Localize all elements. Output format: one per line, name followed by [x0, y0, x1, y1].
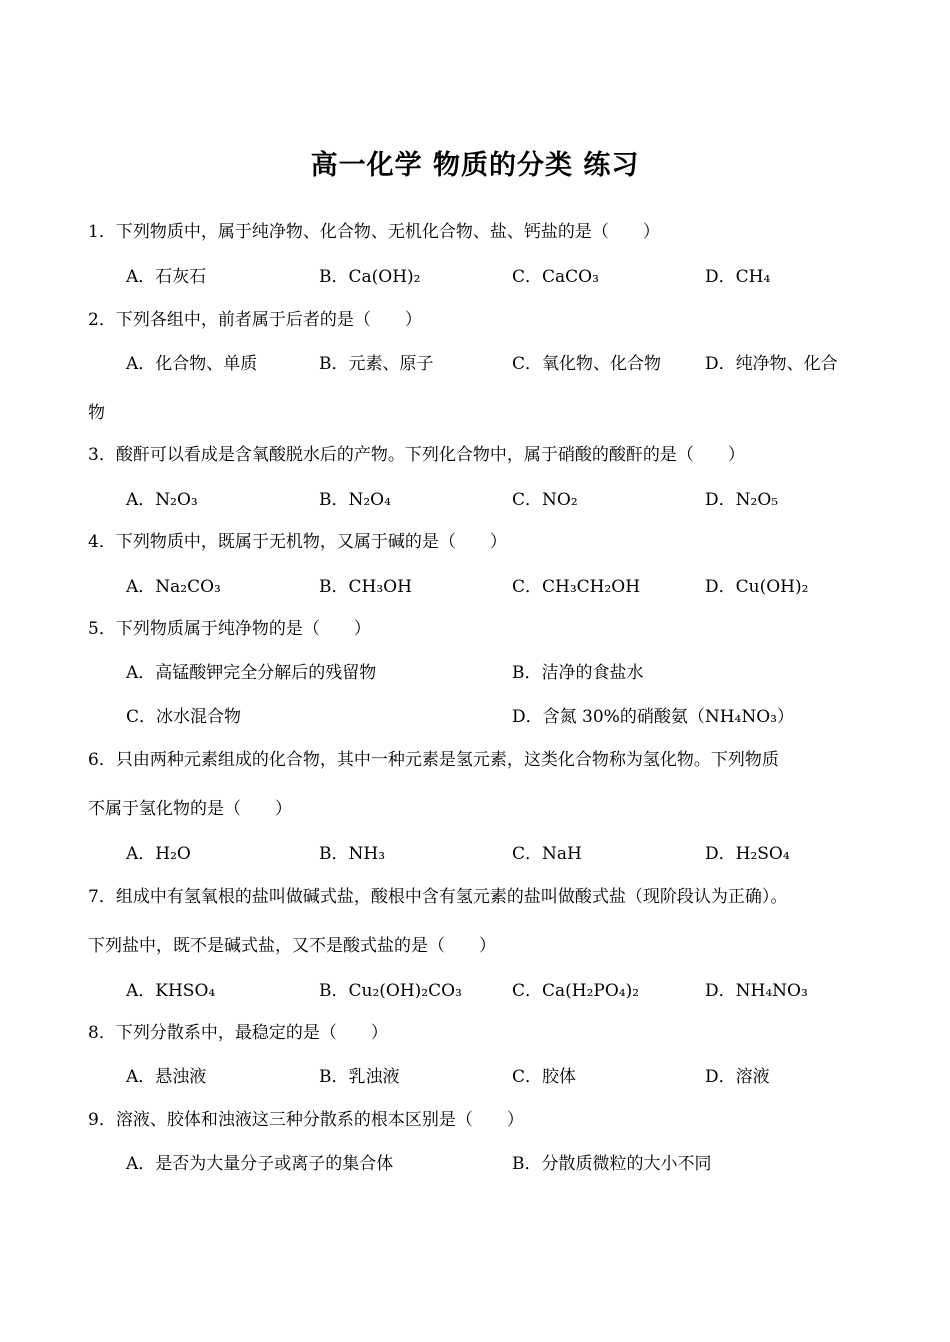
page-title: 高一化学 物质的分类 练习 [310, 150, 640, 181]
q6-option-c: C．NaH [512, 844, 582, 864]
q4-option-a: A．Na₂CO₃ [126, 577, 221, 597]
q4-option-b: B．CH₃OH [319, 577, 412, 597]
question-7-stem: 7．组成中有氢氧根的盐叫做碱式盐，酸根中含有氢元素的盐叫做酸式盐（现阶段认为正确）。 [88, 887, 788, 907]
q8-option-d: D．溶液 [705, 1067, 770, 1087]
q6-option-d: D．H₂SO₄ [705, 844, 790, 864]
q2-option-d-continuation: 物 [88, 403, 105, 423]
q3-option-a: A．N₂O₃ [126, 490, 198, 510]
question-6-stem-continued: 不属于氢化物的是（ ） [88, 799, 292, 819]
question-1-stem: 1．下列物质中，属于纯净物、化合物、无机化合物、盐、钙盐的是（ ） [88, 222, 660, 242]
q3-option-d: D．N₂O₅ [705, 490, 779, 510]
question-9-stem: 9．溶液、胶体和浊液这三种分散系的根本区别是（ ） [88, 1110, 524, 1130]
q5-option-d: D．含氮 30%的硝酸氨（NH₄NO₃） [512, 707, 794, 727]
q2-option-b: B．元素、原子 [319, 354, 434, 374]
q2-option-d: D．纯净物、化合 [705, 354, 838, 374]
question-5-stem: 5．下列物质属于纯净物的是（ ） [88, 619, 371, 639]
q5-option-c: C．冰水混合物 [126, 707, 242, 727]
q7-option-d: D．NH₄NO₃ [705, 981, 808, 1001]
q8-option-a: A．悬浊液 [126, 1067, 207, 1087]
q2-option-a: A．化合物、单质 [126, 354, 258, 374]
q1-option-b: B．Ca(OH)₂ [319, 267, 421, 287]
q7-option-b: B．Cu₂(OH)₂CO₃ [319, 981, 462, 1001]
question-7-stem-continued: 下列盐中，既不是碱式盐，又不是酸式盐的是（ ） [88, 936, 496, 956]
q2-option-c: C．氧化物、化合物 [512, 354, 662, 374]
q6-option-b: B．NH₃ [319, 844, 386, 864]
question-2-stem: 2．下列各组中，前者属于后者的是（ ） [88, 310, 422, 330]
q7-option-a: A．KHSO₄ [126, 981, 216, 1001]
question-3-stem: 3．酸酐可以看成是含氧酸脱水后的产物。下列化合物中，属于硝酸的酸酐的是（ ） [88, 445, 745, 465]
q5-option-a: A．高锰酸钾完全分解后的残留物 [126, 663, 377, 683]
q8-option-b: B．乳浊液 [319, 1067, 400, 1087]
question-4-stem: 4．下列物质中，既属于无机物，又属于碱的是（ ） [88, 532, 507, 552]
q9-option-a: A．是否为大量分子或离子的集合体 [126, 1154, 394, 1174]
q7-option-c: C．Ca(H₂PO₄)₂ [512, 981, 640, 1001]
q9-option-b: B．分散质微粒的大小不同 [512, 1154, 712, 1174]
q4-option-d: D．Cu(OH)₂ [705, 577, 809, 597]
q3-option-c: C．NO₂ [512, 490, 578, 510]
q1-option-c: C．CaCO₃ [512, 267, 599, 287]
question-8-stem: 8．下列分散系中，最稳定的是（ ） [88, 1023, 388, 1043]
q1-option-a: A．石灰石 [126, 267, 207, 287]
question-6-stem: 6．只由两种元素组成的化合物，其中一种元素是氢元素，这类化合物称为氢化物。下列物质 [88, 750, 779, 770]
q8-option-c: C．胶体 [512, 1067, 577, 1087]
q3-option-b: B．N₂O₄ [319, 490, 391, 510]
q1-option-d: D．CH₄ [705, 267, 771, 287]
q5-option-b: B．洁净的食盐水 [512, 663, 644, 683]
q4-option-c: C．CH₃CH₂OH [512, 577, 641, 597]
q6-option-a: A．H₂O [126, 844, 191, 864]
